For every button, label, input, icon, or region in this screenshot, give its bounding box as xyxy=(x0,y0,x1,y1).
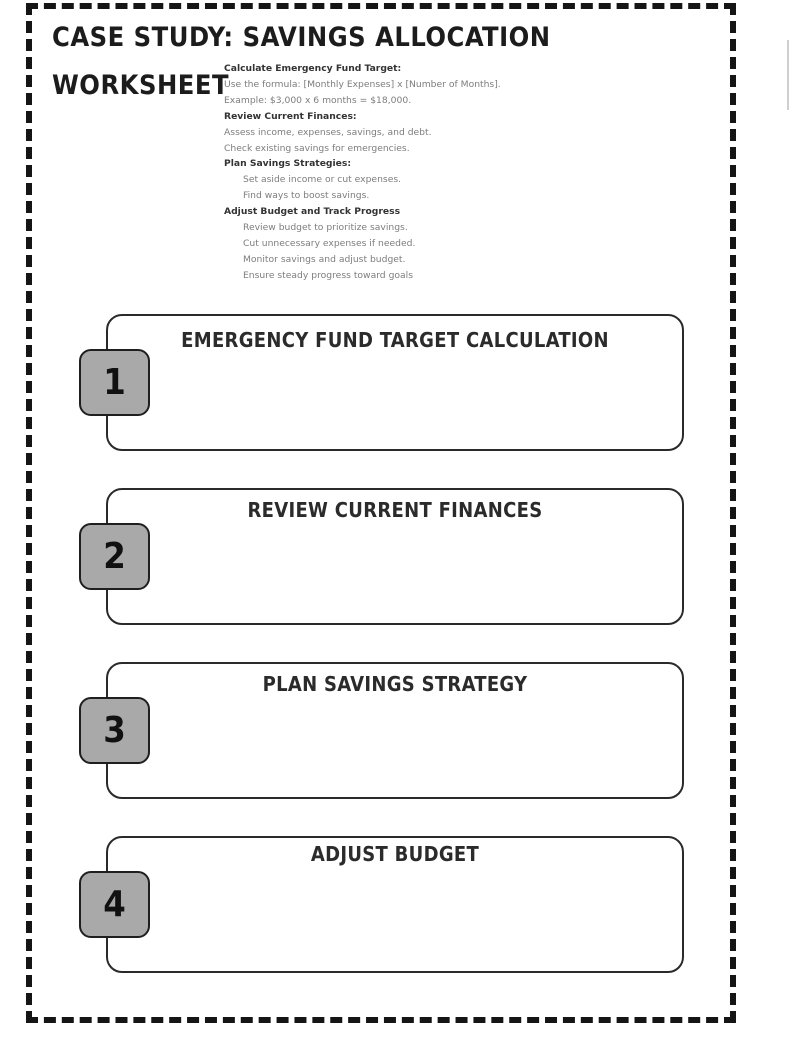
instruction-heading: Plan Savings Strategies: xyxy=(224,158,352,170)
step-1-title: EMERGENCY FUND TARGET CALCULATION xyxy=(181,328,609,352)
instruction-line: Example: $3,000 x 6 months = $18,000. xyxy=(224,94,412,106)
instruction-line: Check existing savings for emergencies. xyxy=(224,142,410,154)
instruction-heading: Calculate Emergency Fund Target: xyxy=(224,63,402,74)
instruction-line: Set aside income or cut expenses. xyxy=(243,174,402,186)
step-4-number-badge: 4 xyxy=(79,871,150,938)
page-edge-mark xyxy=(787,40,794,110)
step-3-answer-box[interactable] xyxy=(106,662,684,799)
instruction-line: Monitor savings and adjust budget. xyxy=(243,253,406,265)
instruction-heading: Adjust Budget and Track Progress xyxy=(224,206,401,218)
instruction-line: Assess income, expenses, savings, and debt. xyxy=(224,126,432,138)
step-3-title: PLAN SAVINGS STRATEGY xyxy=(262,672,528,696)
instruction-line: Use the formula: [Monthly Expenses] x [Number of Months]. xyxy=(224,78,501,90)
instruction-line: Find ways to boost savings. xyxy=(243,190,370,202)
instructions-list xyxy=(224,61,644,284)
worksheet-title-line-2: WORKSHEET xyxy=(52,70,230,101)
step-4-answer-box[interactable] xyxy=(106,836,684,973)
instruction-heading: Review Current Finances: xyxy=(224,110,357,122)
step-3-number-badge: 3 xyxy=(79,697,150,764)
step-2-answer-box[interactable] xyxy=(106,488,684,625)
instruction-line: Review budget to prioritize savings. xyxy=(243,222,408,234)
instruction-line: Cut unnecessary expenses if needed. xyxy=(243,237,416,249)
step-1-number-badge: 1 xyxy=(79,349,150,416)
step-2-number-badge: 2 xyxy=(79,523,150,590)
step-4-title: ADJUST BUDGET xyxy=(310,842,480,866)
step-1-answer-box[interactable] xyxy=(106,314,684,451)
step-2-title: REVIEW CURRENT FINANCES xyxy=(247,498,543,522)
instruction-line: Ensure steady progress toward goals xyxy=(243,269,413,281)
worksheet-title-line-1: CASE STUDY: SAVINGS ALLOCATION xyxy=(52,22,551,53)
